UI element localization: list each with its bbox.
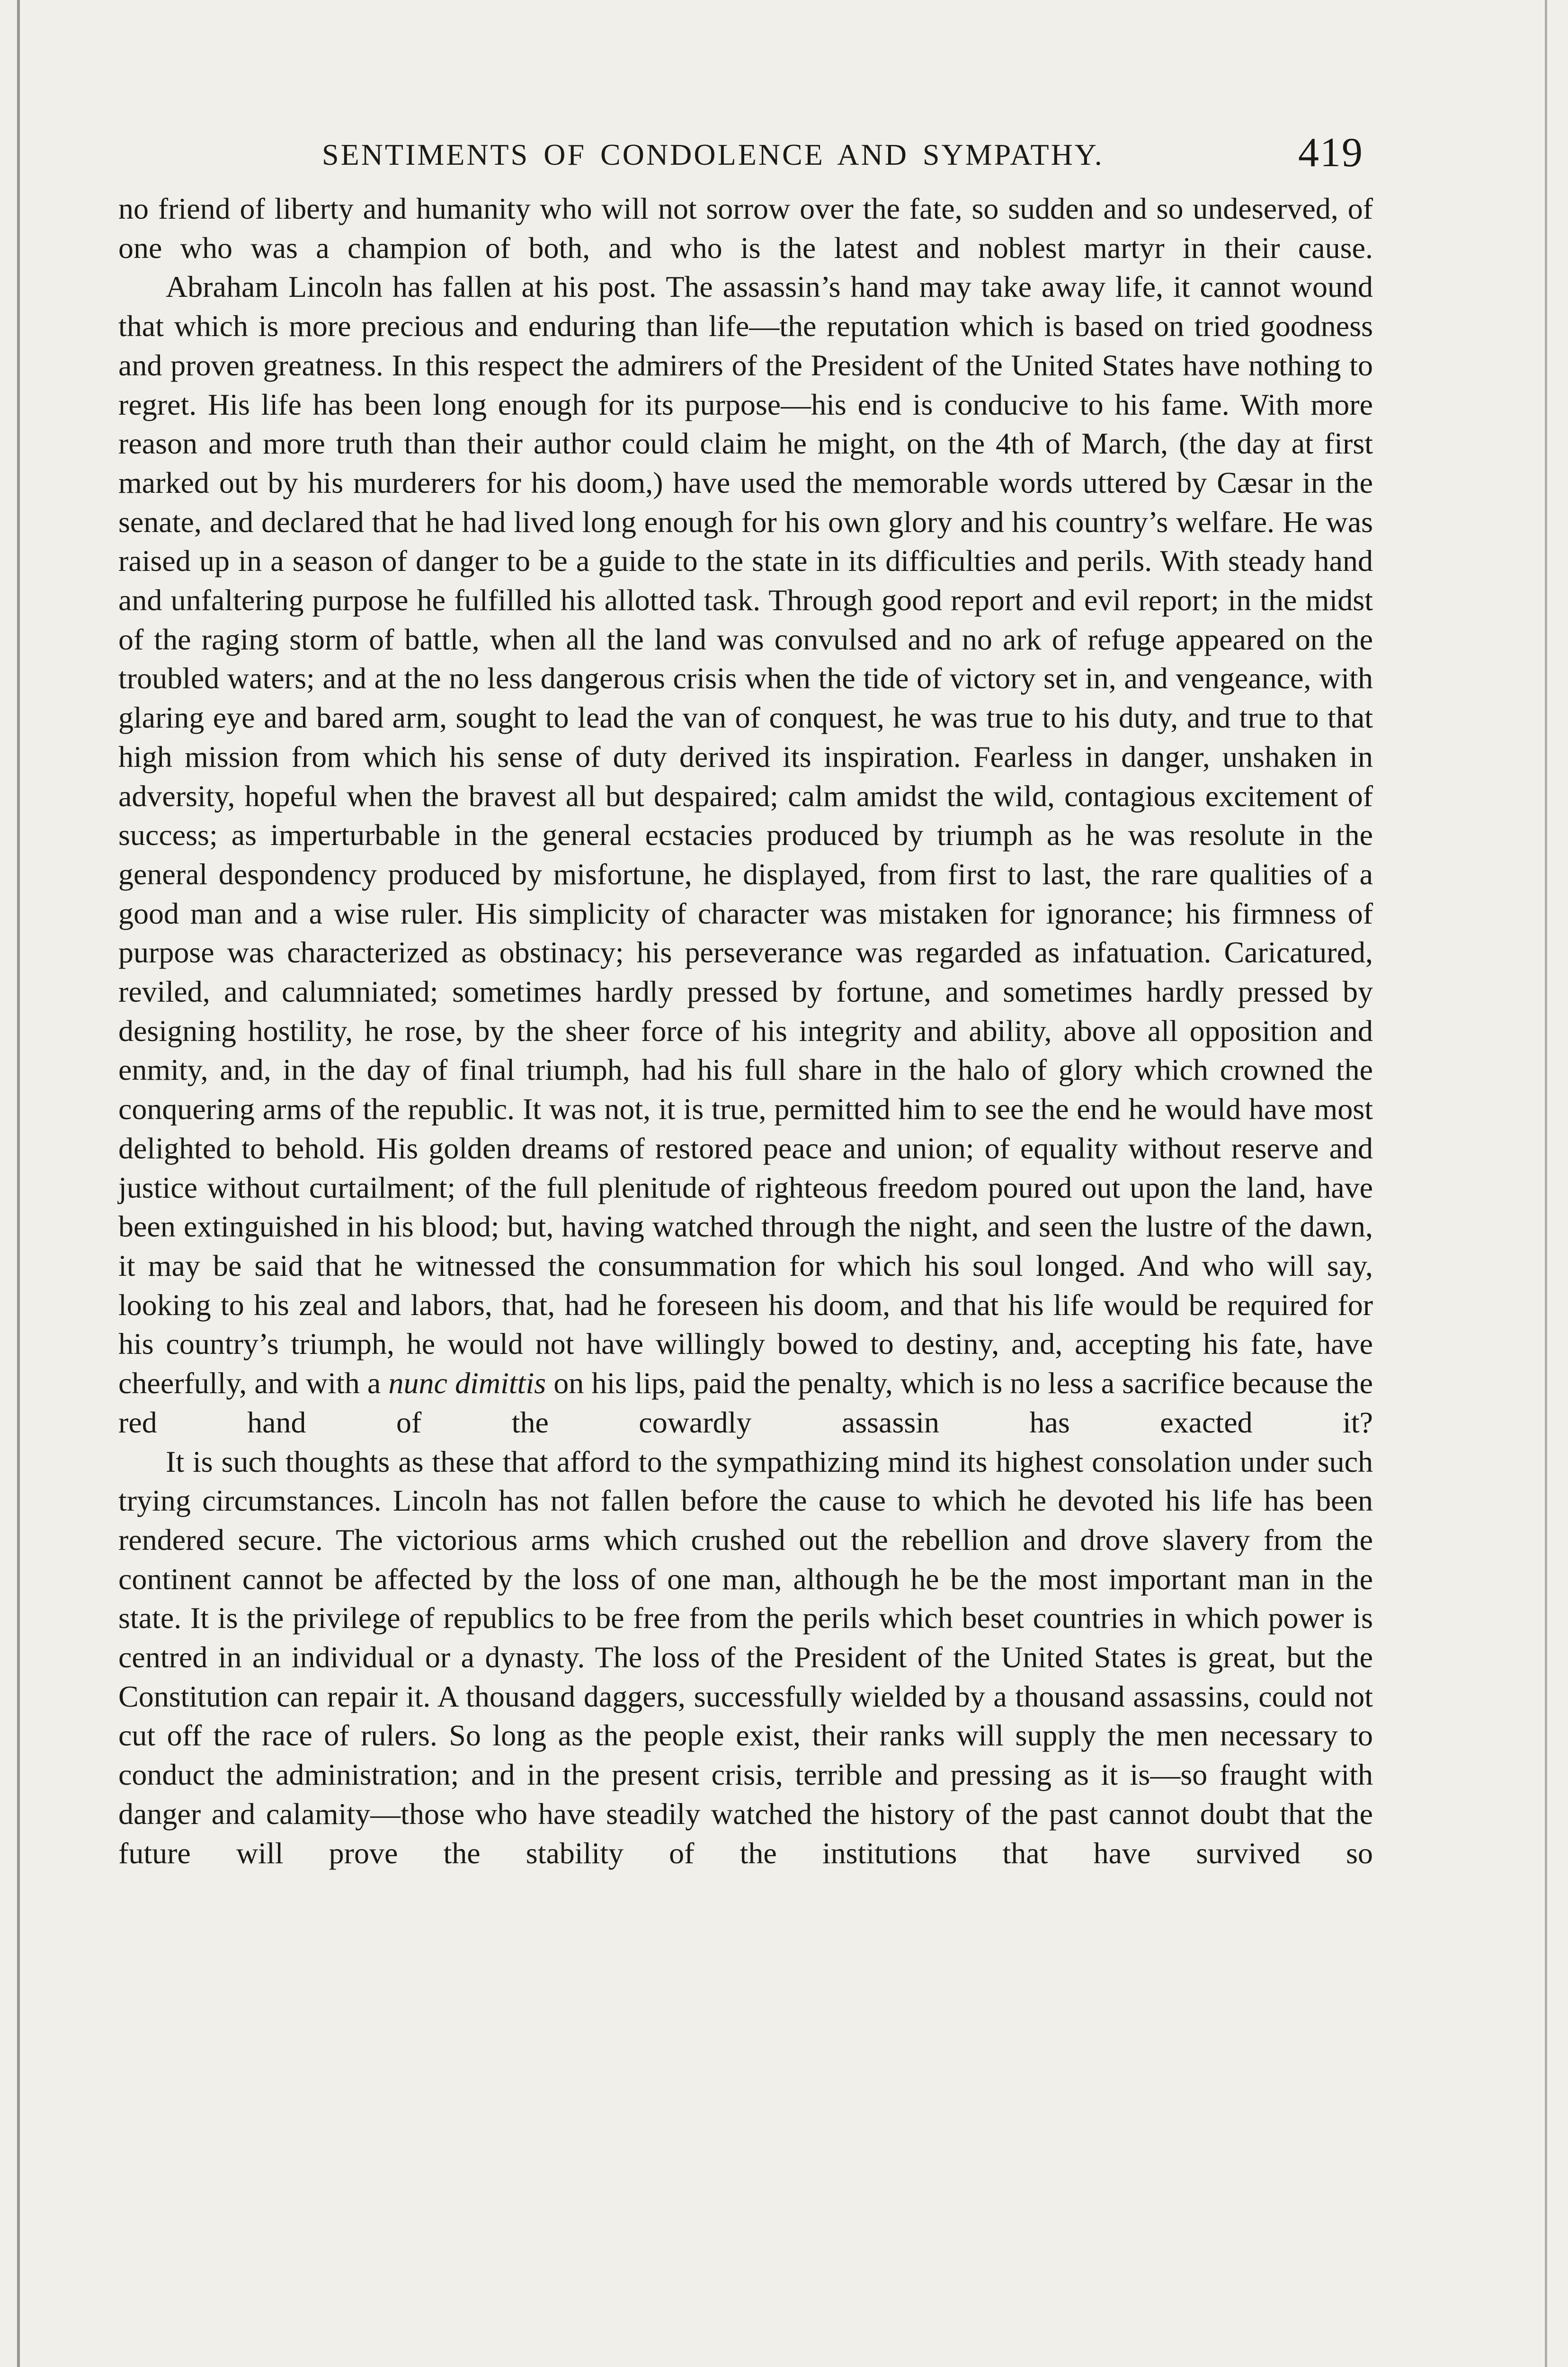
latin-phrase: nunc dimittis [388,1366,546,1400]
paragraph-consolation [118,1442,1373,1873]
running-head-title: SENTIMENTS OF CONDOLENCE AND SYMPATHY. [322,138,1104,171]
body-text [118,189,1373,1873]
running-head [118,118,1373,175]
book-page [118,118,1373,2367]
paragraph-2-text-after: on his lips, paid the penalty, which is no less a sacrifice because the red hand of the cowardly assassin has exacted it? [118,1366,1373,1439]
scan-edge-left [17,0,20,2367]
paragraph-3-text: It is such thoughts as these that afford to the sympathizing mind its highest consolation under such trying circumstances. Lincoln has not fallen before the cause to which he devoted his life has been rendered secure. The victorious arms which crushed out the rebellion and drove slavery from the continent cannot be affected by the loss of one man, although he be the most important man in the state. It is the privilege of republics to be free from the perils which beset countries in which power is centred in an individual or a dynasty. The loss of the President of the United States is great, but the Constitution can repair it. A thousand daggers, successfully wielded by a thousand assassins, could not cut off the race of rulers. So long as the people exist, their ranks will supply the men necessary to conduct the administration; and in the present crisis, terrible and pressing as it is—so fraught with danger and calamity—those who have steadily watched the history of the past cannot doubt that the future will prove the stability of the institutions that have survived so [118,1444,1373,1870]
paragraph-2-text: Abraham Lincoln has fallen at his post. The assassin’s hand may take away life, it cannot wound that which is more precious and enduring than life—the reputation which is based on tried goodness and proven greatness. In this respect the admirers of the President of the United States have nothing to regret. His life has been long enough for its purpose—his end is conducive to his fame. With more reason and more truth than their author could claim he might, on the 4th of March, (the day at first marked out by his murderers for his doom,) have used the memorable words uttered by Cæsar in the senate, and declared that he had lived long enough for his own glory and his country’s welfare. He was raised up in a season of danger to be a guide to the state in its difficulties and perils. With steady hand and unfaltering purpose he fulfilled his allotted task. Through good report and evil report; in the midst of the raging storm of battle, when all the land was convulsed and no ark of refuge appeared on the troubled waters; and at the no less dangerous crisis when the tide of victory set in, and vengeance, with glaring eye and bared arm, sought to lead the van of conquest, he was true to his duty, and true to that high mission from which his sense of duty derived its inspiration. Fearless in danger, unshaken in adversity, hopeful when the bravest all but despaired; calm amidst the wild, contagious excitement of success; as imperturbable in the general ecstacies produced by triumph as he was resolute in the general despondency produced by misfortune, he displayed, from first to last, the rare qualities of a good man and a wise ruler. His simplicity of character was mistaken for ignorance; his firmness of purpose was characterized as obstinacy; his perseverance was regarded as infatuation. Caricatured, reviled, and calumniated; sometimes hardly pressed by fortune, and sometimes hardly pressed by designing hostility, he rose, by the sheer force of his integrity and ability, above all opposition and enmity, and, in the day of final triumph, had his full share in the halo of glory which crowned the conquering arms of the republic. It was not, it is true, permitted him to see the end he would have most delighted to behold. His golden dreams of restored peace and union; of equality without reserve and justice without curtailment; of the full plenitude of righteous freedom poured out upon the land, have been extinguished in his blood; but, having watched through the night, and seen the lustre of the dawn, it may be said that he witnessed the consummation for which his soul longed. And who will say, looking to his zeal and labors, that, had he foreseen his doom, and that his life would be required for his country’s triumph, he would not have willingly bowed to destiny, and, accepting his fate, have cheerfully, and with a [118,270,1373,1400]
paragraph-continuation [118,189,1373,267]
paragraph-1-text: no friend of liberty and humanity who will not sorrow over the fate, so sudden and so undeserved, of one who was a champion of both, and who is the latest and noblest martyr in their cause. [118,192,1373,265]
scan-edge-right [1545,0,1547,2367]
paragraph-lincoln-fallen [118,267,1373,1442]
page-number: 419 [1298,130,1363,176]
